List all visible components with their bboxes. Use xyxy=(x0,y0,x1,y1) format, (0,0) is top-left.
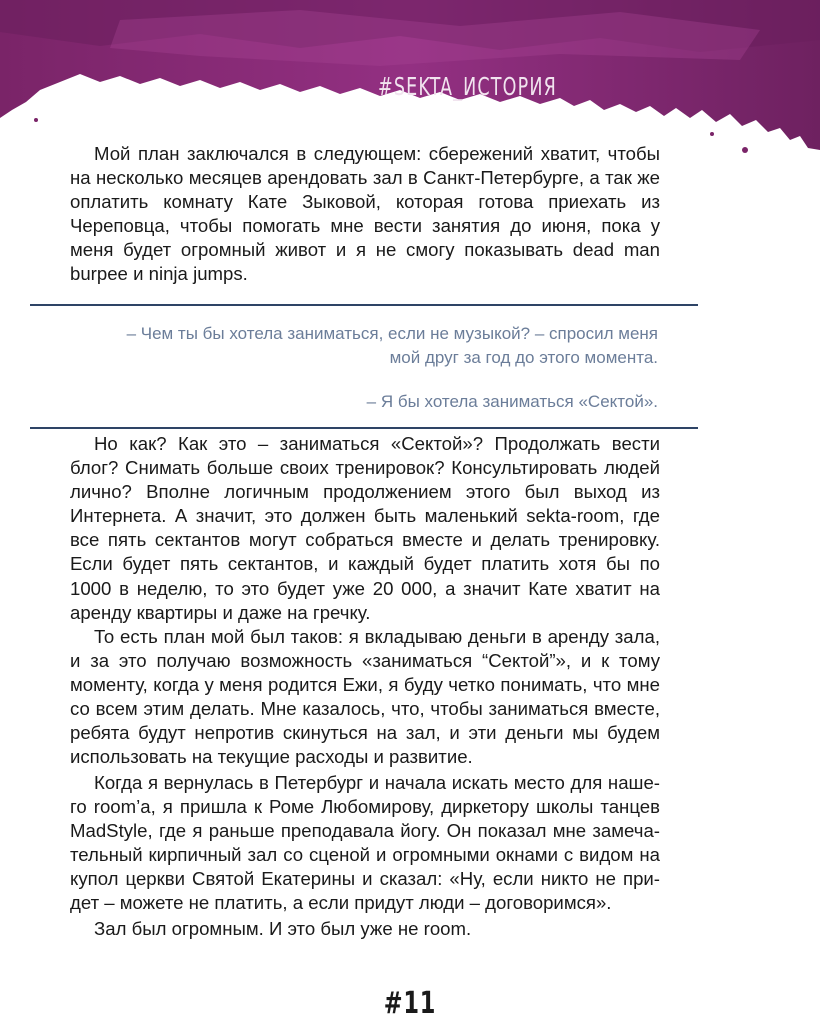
paragraph: Мой план заключался в следующем: сбережений хватит, чтобы на несколько месяцев арендовать зал в Санкт-Петербурге, а так же оплатить комнату Кате Зыковой, которая готова приехать из Череповца, чтобы помогать мне вести занятия до июня, пока у меня будет огромный живот и я не смогу показывать dead man burpee и ninja jumps. xyxy=(70,143,660,285)
section-tag: #SEKTA_ИСТОРИЯ xyxy=(378,72,558,101)
paragraph: То есть план мой был таков: я вкладываю деньги в аренду зала, и за это получаю возможность «заниматься “Сектой”», и к тому моменту, когда у меня родится Ежи, я буду четко понимать, что мне со всем этим делать. Мне казалось, что, чтобы заниматься вместе, ребята будут непротив скинуться на зал, и эти деньги мы будем использовать на текущие расходы и развитие. xyxy=(70,626,660,768)
paragraph: Когда я вернулась в Петербург и начала искать место для нашего room’а, я пришла к Роме Любомирову, диркетору школы танцев MadStyle, где я раньше преподавала йогу. Он показал мне замечательный кирпичный зал со сценой и огромными окнами с видом на купол церкви Святой Екатерины и сказал: «Ну, если никто не придет – можете не платить, а если придут люди – договоримся». xyxy=(70,772,660,914)
quote-line: мой друг за год до этого момента. xyxy=(389,348,658,367)
paragraph: Но как? Как это – заниматься «Сектой»? Продолжать вести блог? Снимать больше своих тренировок? Консультировать людей лично? Вполне логичным продолжением этого был выход из Интернета. А значит, это должен быть маленький sekta-room, где все пять сектантов могут собраться вместе и делать тренировку. Если будет пять сектантов, и каждый будет платить хотя бы по 1000 в неделю, то это будет уже 20 000, а значит Кате хватит на аренду квартиры и даже на гречку. xyxy=(70,433,660,623)
quote-line: – Чем ты бы хотела заниматься, если не музыкой? – спросил меня xyxy=(126,324,658,343)
quote-line: – Я бы хотела заниматься «Сектой». xyxy=(366,392,658,411)
paragraph: Зал был огромным. И это был уже не room. xyxy=(94,918,472,939)
divider-top xyxy=(30,304,698,306)
divider-bottom xyxy=(30,427,698,429)
page-number: #11 xyxy=(383,986,437,1021)
